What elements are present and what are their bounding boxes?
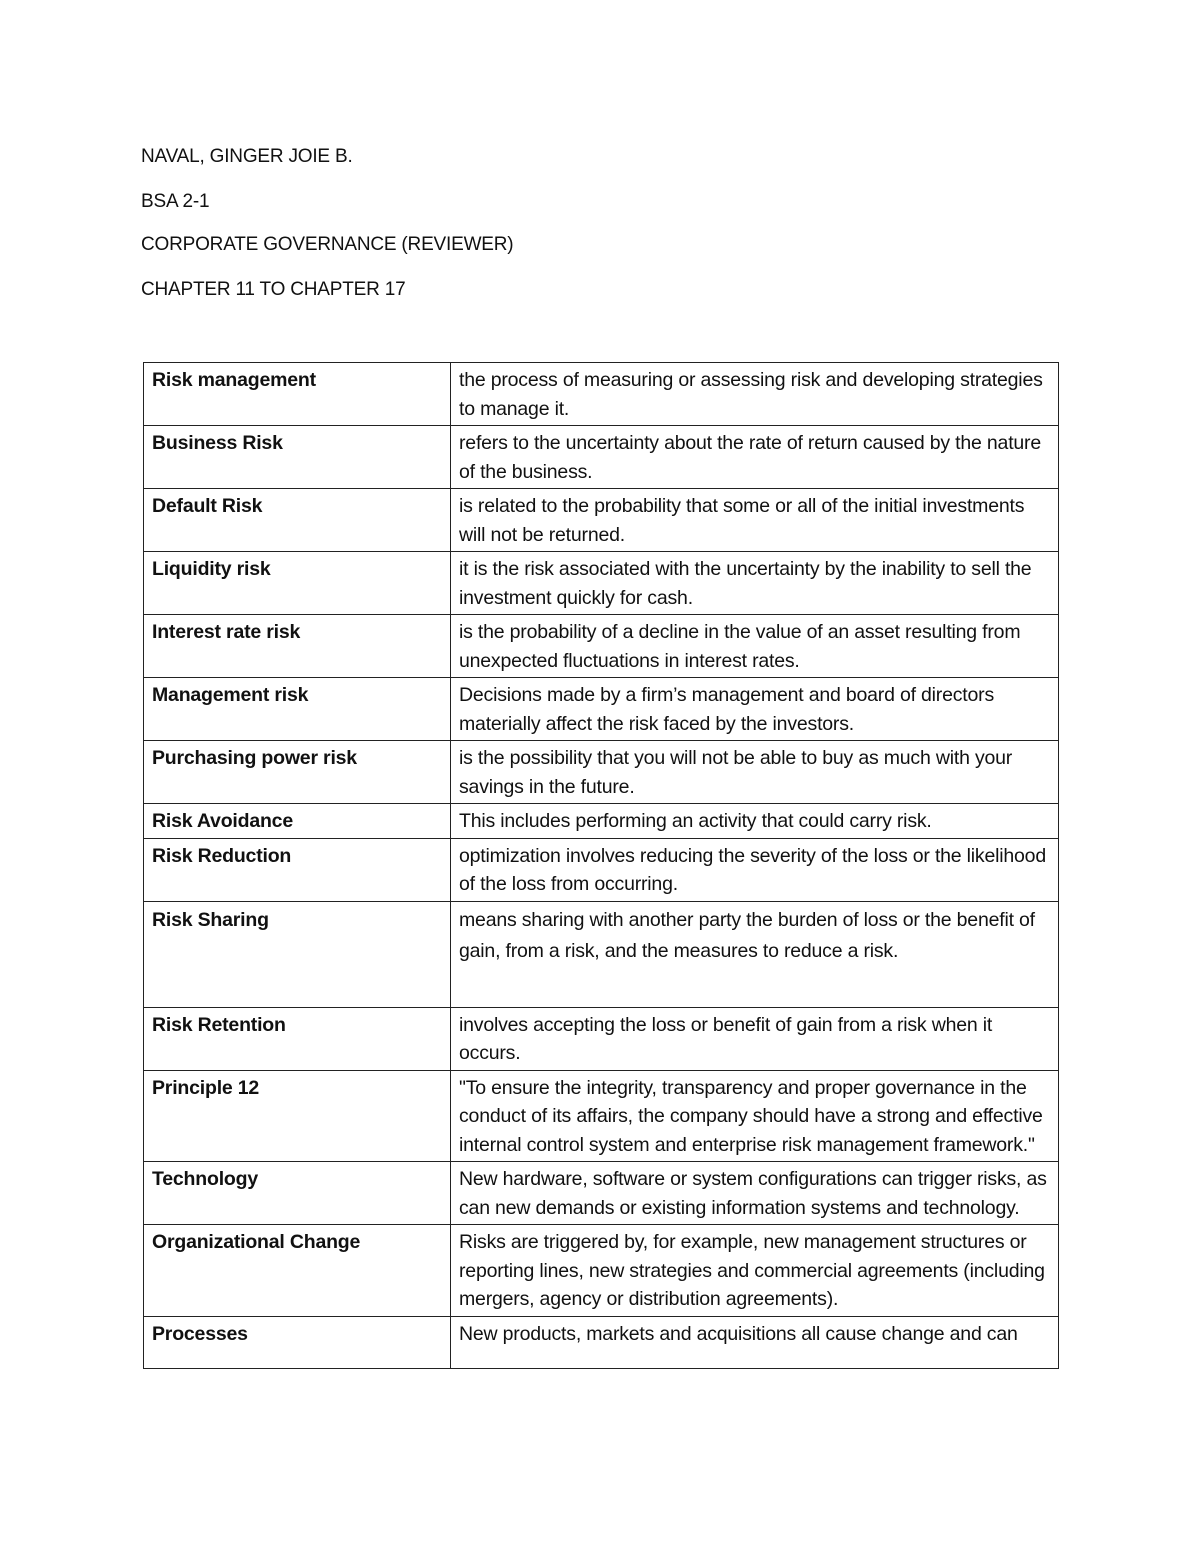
definition-cell: means sharing with another party the burden of loss or the benefit of gain, from a risk, and the measures to reduce a risk. [451, 901, 1059, 1007]
definition-cell: refers to the uncertainty about the rate of return caused by the nature of the business. [451, 426, 1059, 489]
term-cell: Business Risk [144, 426, 451, 489]
term-cell: Risk Sharing [144, 901, 451, 1007]
definition-cell: Risks are triggered by, for example, new management structures or reporting lines, new strategies and commercial agreements (including mergers, agency or distribution agreements). [451, 1225, 1059, 1317]
term-cell: Management risk [144, 678, 451, 741]
table-row [144, 363, 1059, 426]
table-row [144, 741, 1059, 804]
definition-cell: New hardware, software or system configurations can trigger risks, as can new demands or existing information systems and technology. [451, 1162, 1059, 1225]
term-cell: Interest rate risk [144, 615, 451, 678]
term-cell: Liquidity risk [144, 552, 451, 615]
definition-cell: "To ensure the integrity, transparency and proper governance in the conduct of its affairs, the company should have a strong and effective internal control system and enterprise risk management framework." [451, 1070, 1059, 1162]
definition-cell: involves accepting the loss or benefit of gain from a risk when it occurs. [451, 1007, 1059, 1070]
term-cell: Default Risk [144, 489, 451, 552]
chapter-range: CHAPTER 11 TO CHAPTER 17 [141, 279, 406, 300]
definition-cell: optimization involves reducing the severity of the loss or the likelihood of the loss from occurring. [451, 838, 1059, 901]
definition-cell: it is the risk associated with the uncertainty by the inability to sell the investment quickly for cash. [451, 552, 1059, 615]
term-cell: Technology [144, 1162, 451, 1225]
definition-cell: the process of measuring or assessing risk and developing strategies to manage it. [451, 363, 1059, 426]
glossary-table [143, 362, 1059, 1369]
document-subject: CORPORATE GOVERNANCE (REVIEWER) [141, 234, 514, 255]
definition-cell: is the possibility that you will not be able to buy as much with your savings in the future. [451, 741, 1059, 804]
table-row [144, 1162, 1059, 1225]
student-section: BSA 2-1 [141, 191, 210, 212]
definition-cell: is related to the probability that some or all of the initial investments will not be returned. [451, 489, 1059, 552]
term-cell: Processes [144, 1316, 451, 1368]
term-cell: Risk Avoidance [144, 804, 451, 839]
definition-cell: New products, markets and acquisitions all cause change and can [451, 1316, 1059, 1368]
term-cell: Principle 12 [144, 1070, 451, 1162]
definition-cell: Decisions made by a firm’s management and board of directors materially affect the risk faced by the investors. [451, 678, 1059, 741]
term-cell: Organizational Change [144, 1225, 451, 1317]
term-cell: Purchasing power risk [144, 741, 451, 804]
definition-cell: is the probability of a decline in the value of an asset resulting from unexpected fluctuations in interest rates. [451, 615, 1059, 678]
term-cell: Risk management [144, 363, 451, 426]
table-row [144, 678, 1059, 741]
table-row [144, 1007, 1059, 1070]
student-name: NAVAL, GINGER JOIE B. [141, 146, 353, 167]
table-row [144, 901, 1059, 1007]
table-row [144, 552, 1059, 615]
table-row [144, 804, 1059, 839]
table-row [144, 1225, 1059, 1317]
table-row [144, 1070, 1059, 1162]
definition-cell: This includes performing an activity that could carry risk. [451, 804, 1059, 839]
term-cell: Risk Retention [144, 1007, 451, 1070]
table-row [144, 615, 1059, 678]
table-row [144, 838, 1059, 901]
term-cell: Risk Reduction [144, 838, 451, 901]
table-row [144, 489, 1059, 552]
table-row [144, 1316, 1059, 1368]
table-row [144, 426, 1059, 489]
